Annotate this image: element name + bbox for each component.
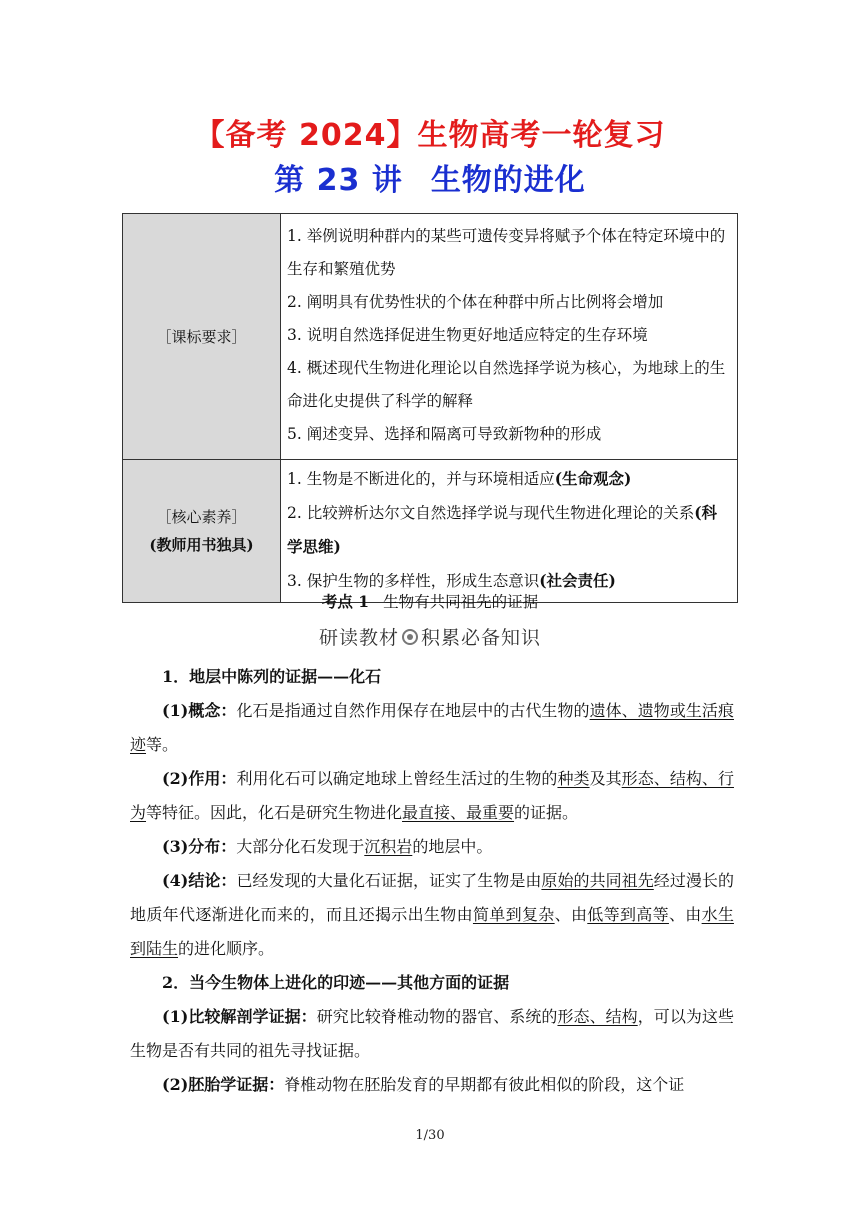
body-content <box>130 660 734 1102</box>
paragraph: (2)胚胎学证据：脊椎动物在胚胎发育的早期都有彼此相似的阶段，这个证 <box>162 1075 685 1094</box>
underlined-term: 低等到高等 <box>587 905 669 924</box>
banner-left: 研读教材 <box>318 627 399 649</box>
underlined-term: 原始的共同祖先 <box>541 871 654 890</box>
core-literacy-label: ［核心素养］ <box>156 508 247 526</box>
underlined-term: 形态、结构、行为 <box>130 769 734 822</box>
table-row <box>123 214 738 460</box>
paragraph: (2)作用：利用化石可以确定地球上曾经生活过的生物的种类及其形态、结构、行为等特征。因此，化石是研究生物进化最直接、最重要的证据。 <box>130 769 734 822</box>
para-label: (1)比较解剖学证据： <box>162 1007 317 1026</box>
underlined-term: 最直接、最重要 <box>402 803 515 822</box>
paragraph: (1)概念：化石是指通过自然作用保存在地层中的古代生物的遗体、遗物或生活痕迹等。 <box>130 701 734 754</box>
banner-right: 积累必备知识 <box>421 627 542 649</box>
list-item: 3. 说明自然选择促进生物更好地适应特定的生存环境 <box>287 326 648 344</box>
lecture-number: 第 23 讲 <box>274 163 403 198</box>
subsection-title: 2．当今生物体上进化的印迹——其他方面的证据 <box>162 973 510 992</box>
list-item <box>287 462 731 496</box>
paragraph: (3)分布：大部分化石发现于沉积岩的地层中。 <box>162 837 493 856</box>
underlined-term: 简单到复杂 <box>472 905 555 924</box>
core-literacy-list <box>281 460 738 603</box>
curriculum-requirements-header: ［课标要求］ <box>123 214 281 460</box>
section-title: 生物有共同祖先的证据 <box>383 593 539 611</box>
item-tag: (生命观念) <box>554 469 632 488</box>
item-text: 2. 比较辨析达尔文自然选择学说与现代生物进化理论的关系 <box>287 504 695 522</box>
para-label: (2)胚胎学证据： <box>162 1075 285 1094</box>
underlined-term: 形态、结构 <box>557 1007 638 1026</box>
para-label: (4)结论： <box>162 871 237 890</box>
target-icon <box>402 629 418 645</box>
section-heading <box>0 590 860 612</box>
para-label: (1)概念： <box>162 701 237 720</box>
curriculum-requirements-list <box>281 214 738 460</box>
underlined-term: 沉积岩 <box>364 837 413 856</box>
item-text: 1. 生物是不断进化的，并与环境相适应 <box>287 470 555 488</box>
item-tag: (社会责任) <box>539 571 616 590</box>
teacher-book-note: (教师用书独具) <box>149 536 254 554</box>
core-literacy-header <box>123 460 281 603</box>
para-label: (2)作用： <box>162 769 237 788</box>
item-text: 3. 保护生物的多样性，形成生态意识 <box>287 572 540 590</box>
study-banner <box>0 623 860 650</box>
para-label: (3)分布： <box>162 837 237 856</box>
underlined-term: 水生到陆生 <box>130 905 734 958</box>
underlined-term: 种类 <box>557 769 590 788</box>
lecture-topic: 生物的进化 <box>430 163 586 198</box>
table-row <box>123 460 738 603</box>
curriculum-table <box>122 213 738 603</box>
document-title: 【备考 2024】生物高考一轮复习 <box>194 118 666 153</box>
page-number: 1/30 <box>415 1128 445 1143</box>
paragraph: (4)结论：已经发现的大量化石证据，证实了生物是由原始的共同祖先经过漫长的地质年代逐渐进化而来的，而且还揭示出生物由简单到复杂、由低等到高等、由水生到陆生的进化顺序。 <box>130 871 734 958</box>
subsection-title: 1．地层中陈列的证据——化石 <box>162 667 382 686</box>
lecture-title <box>0 155 860 199</box>
section-number: 考点 1 <box>321 592 370 611</box>
list-item: 1. 举例说明种群内的某些可遗传变异将赋予个体在特定环境中的生存和繁殖优势 <box>287 227 726 278</box>
list-item: 4. 概述现代生物进化理论以自然选择学说为核心，为地球上的生命进化史提供了科学的解释 <box>287 359 726 410</box>
list-item <box>287 496 731 564</box>
item-tag: (科学思维) <box>287 503 718 556</box>
paragraph: (1)比较解剖学证据：研究比较脊椎动物的器官、系统的形态、结构，可以为这些生物是否有共同的祖先寻找证据。 <box>130 1007 734 1060</box>
list-item: 2. 阐明具有优势性状的个体在种群中所占比例将会增加 <box>287 293 664 311</box>
list-item: 5. 阐述变异、选择和隔离可导致新物种的形成 <box>287 425 602 443</box>
underlined-term: 遗体、遗物或生活痕迹 <box>130 701 734 754</box>
